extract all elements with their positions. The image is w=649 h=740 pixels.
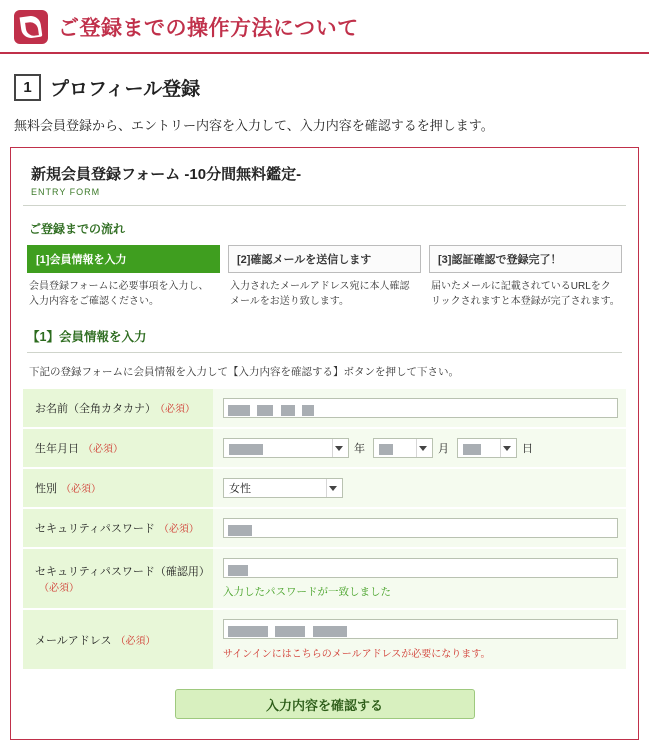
registration-form-screenshot <box>10 147 639 740</box>
birthday-field-cell <box>213 428 626 468</box>
password-field-label <box>23 508 213 548</box>
gender-required-mark: （必須） <box>61 484 101 495</box>
masked-text <box>228 565 248 576</box>
page-header <box>0 0 649 54</box>
name-label-text: お名前（全角カタカナ） <box>35 403 156 415</box>
password-confirm-label-text: セキュリティパスワード（確認用） <box>35 566 210 578</box>
gender-select-value: 女性 <box>229 483 251 495</box>
flow-steps <box>23 245 626 309</box>
page-title: ご登録までの操作方法について <box>58 17 359 40</box>
flow-step-2-text: 入力されたメールアドレス宛に本人確認メールをお送り致します。 <box>230 281 410 307</box>
flow-step-3 <box>429 245 622 309</box>
password-confirm-required-mark: （必須） <box>39 583 79 594</box>
masked-text <box>229 444 263 455</box>
member-info-section-title: 【1】会員情報を入力 <box>27 327 622 353</box>
birthday-controls <box>223 438 618 458</box>
step-block <box>0 54 649 134</box>
email-label-text: メールアドレス <box>35 634 112 647</box>
birthday-required-mark: （必須） <box>83 444 123 455</box>
step-description: 無料会員登録から、エントリー内容を入力して、入力内容を確認するを押します。 <box>14 118 494 133</box>
email-required-mark: （必須） <box>115 635 156 647</box>
submit-area <box>23 671 626 725</box>
flow-step-2-label: [2]確認メールを送信します <box>228 245 421 273</box>
form-header <box>23 158 626 206</box>
password-match-message: 入力したパスワードが一致しました <box>223 586 391 598</box>
masked-text <box>281 405 295 416</box>
name-field-label <box>23 389 213 428</box>
form-header-subtitle: ENTRY FORM <box>31 187 101 197</box>
birthday-field-label <box>23 428 213 468</box>
month-select[interactable] <box>373 438 433 458</box>
table-row <box>23 468 626 508</box>
password-confirm-field-label <box>23 548 213 609</box>
masked-text <box>275 626 305 637</box>
flow-step-1 <box>27 245 220 309</box>
masked-text <box>379 444 393 455</box>
member-info-section-note: 下記の登録フォームに会員情報を入力して【入力内容を確認する】ボタンを押して下さい。 <box>29 366 459 378</box>
flow-step-3-label: [3]認証確認で登録完了！ <box>429 245 622 273</box>
month-unit-label: 月 <box>438 443 449 455</box>
password-field-cell <box>213 508 626 548</box>
step-title: プロフィール登録 <box>50 79 201 100</box>
table-row <box>23 428 626 468</box>
password-required-mark: （必須） <box>158 524 199 535</box>
confirm-input-button[interactable]: 入力内容を確認する <box>175 689 475 719</box>
email-hint-message: サインインにはこちらのメールアドレスが必要になります。 <box>223 649 491 660</box>
gender-select[interactable] <box>223 478 343 498</box>
flow-section-title: ご登録までの流れ <box>29 222 126 236</box>
masked-text <box>463 444 481 455</box>
table-row <box>23 508 626 548</box>
chevron-down-icon <box>416 439 429 457</box>
masked-text <box>228 525 252 536</box>
day-select[interactable] <box>457 438 517 458</box>
form-header-title: 新規会員登録フォーム -10分間無料鑑定- <box>31 166 302 183</box>
day-unit-label: 日 <box>522 443 533 455</box>
password-label-text: セキュリティパスワード <box>35 523 155 535</box>
flow-step-3-text: 届いたメールに記載されているURLをクリックされますと本登録が完了されます。 <box>431 281 620 307</box>
birthday-label-text: 生年月日 <box>35 443 79 455</box>
masked-text <box>228 626 268 637</box>
gender-field-label <box>23 468 213 508</box>
gender-label-text: 性別 <box>35 483 57 495</box>
email-field[interactable] <box>223 619 618 639</box>
year-unit-label: 年 <box>354 443 365 455</box>
table-row <box>23 609 626 670</box>
year-select[interactable] <box>223 438 349 458</box>
chevron-down-icon <box>500 439 513 457</box>
masked-text <box>228 405 250 416</box>
step-heading <box>14 74 635 101</box>
masked-text <box>313 626 347 637</box>
password-confirm-input[interactable] <box>223 558 618 578</box>
password-confirm-field-cell <box>213 548 626 609</box>
flow-step-1-label: [1]会員情報を入力 <box>27 245 220 273</box>
chevron-down-icon <box>332 439 345 457</box>
step-number: 1 <box>14 74 41 101</box>
member-info-table <box>23 389 626 671</box>
name-field-cell <box>213 389 626 428</box>
password-input[interactable] <box>223 518 618 538</box>
email-field-cell <box>213 609 626 670</box>
name-input[interactable] <box>223 398 618 418</box>
name-required-mark: （必須） <box>160 404 195 415</box>
email-field-label <box>23 609 213 670</box>
table-row <box>23 389 626 428</box>
leaf-logo-icon <box>14 10 48 44</box>
table-row <box>23 548 626 609</box>
chevron-down-icon <box>326 479 339 497</box>
flow-step-1-text: 会員登録フォームに必要事項を入力し、入力内容をご確認ください。 <box>29 281 209 307</box>
masked-text <box>257 405 273 416</box>
masked-text <box>302 405 314 416</box>
gender-field-cell <box>213 468 626 508</box>
flow-step-2 <box>228 245 421 309</box>
